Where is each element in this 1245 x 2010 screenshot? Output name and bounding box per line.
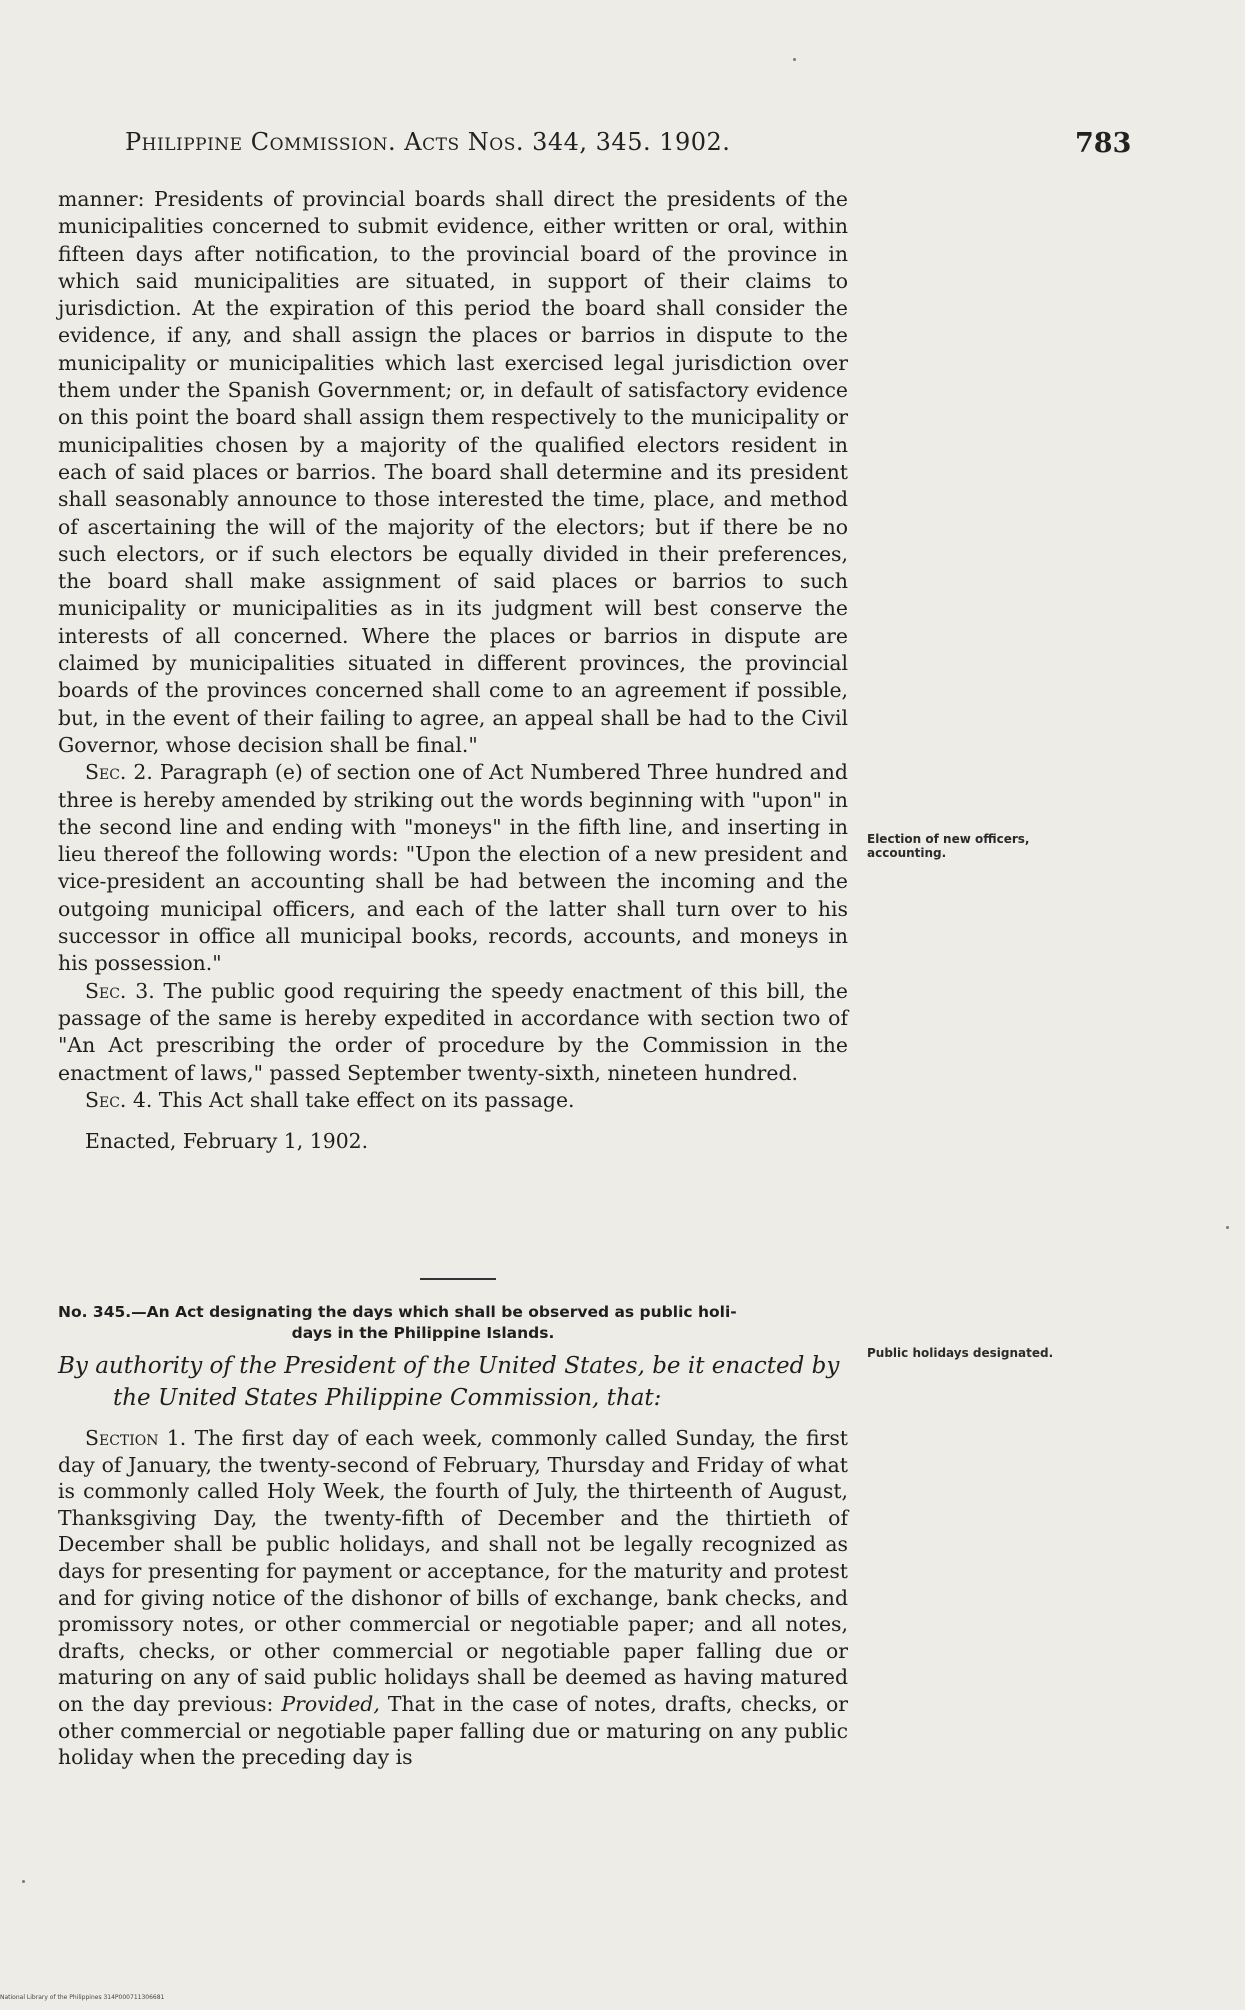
act-heading-line-1: No. 345.—An Act designating the days which shall be observed as public holi- [58,1303,737,1321]
scan-speck [793,58,796,61]
scan-speck [1226,1226,1229,1229]
section-3-label: Sec. 3. [85,978,155,1003]
page-number: 783 [1075,128,1132,159]
library-stamp: National Library of the Philippines 314P000711306681 [0,1994,165,2001]
section-1-text-a: The first day of each week, commonly called Sunday, the first day of January, the twenty-second of February, Thursday and Friday of what is commonly called Holy Week, the fourth of July, the thirteenth of August, Thanksgiving Day, the twenty-fifth of December and the thirtieth of December shall be public holidays, and shall not be legally recognized as days for presenting for payment or acceptance, for the maturity and protest and for giving notice of the dishonor of bills of exchange, bank checks, and promissory notes, or other commercial or negotiable paper; and all notes, drafts, checks, or other commercial or negotiable paper falling due or maturing on any of said public holidays shall be deemed as having matured on the day previous: [58,1426,848,1716]
scan-speck [22,1880,25,1883]
running-head: Philippine Commission. Acts Nos. 344, 345. 1902. [125,128,731,156]
section-2-paragraph [58,759,848,977]
enacting-line-1: By authority of the President of the United States, be it enacted by [58,1353,840,1379]
section-4-label: Sec. 4. [85,1087,153,1112]
enacted-date: Enacted, February 1, 1902. [85,1129,369,1154]
act-345-section-1 [58,1425,848,1771]
section-4-paragraph [58,1087,848,1114]
margin-note-holidays: Public holidays designated. [867,1346,1054,1360]
act-345-heading [58,1302,848,1344]
enacting-line-2: the United States Philippine Commission, that: [113,1385,662,1411]
enacting-clause [58,1350,848,1414]
section-4-text: This Act shall take effect on its passage. [152,1087,575,1112]
section-1-label: Section 1. [85,1426,187,1450]
section-1-text-b: That in the case of notes, drafts, checks, or other commercial or negotiable paper falling due or maturing on any public holiday when the preceding day is [58,1691,848,1770]
section-divider [420,1278,496,1280]
margin-note-election: Election of new officers, accounting. [867,832,1030,860]
spacer [58,1114,848,1128]
section-3-paragraph [58,978,848,1087]
section-2-label: Sec. 2. [85,760,153,785]
paragraph-continuation: manner: Presidents of provincial boards shall direct the presidents of the municipalities concerned to submit evidence, either written or oral, within fifteen days after notification, to the provincial board of the province in which said municipalities are situated, in support of their claims to jurisdiction. At the expiration of this period the board shall consider the evidence, if any, and shall assign the places or barrios in dispute to the municipality or municipalities which last exercised legal jurisdiction over them under the Spanish Government; or, in default of satisfactory evidence on this point the board shall assign them respectively to the municipality or municipalities chosen by a majority of the qualified electors resident in each of said places or barrios. The board shall determine and its president shall seasonably announce to those interested the time, place, and method of ascertaining the will of the majority of the electors; but if there be no such electors, or if such electors be equally divided in their preferences, the board shall make assignment of said places or barrios to such municipality or municipalities as in its judgment will best conserve the interests of all concerned. Where the places or barrios in dispute are claimed by municipalities situated in different provinces, the provincial boards of the provinces concerned shall come to an agreement if possible, but, in the event of their failing to agree, an appeal shall be had to the Civil Governor, whose decision shall be final." [58,187,848,757]
proviso-term: Provided, [281,1691,380,1716]
section-1-paragraph [58,1425,848,1771]
body-text [58,186,848,1155]
act-heading-line-2: days in the Philippine Islands. [291,1324,555,1342]
section-3-text: The public good requiring the speedy enactment of this bill, the passage of the same is hereby expedited in accordance with section two of "An Act prescribing the order of procedure by the Commission in the enactment of laws," passed September twenty-sixth, nineteen hundred. [58,978,848,1085]
section-2-text: Paragraph (e) of section one of Act Numbered Three hundred and three is hereby amended by striking out the words beginning with "upon" in the second line and ending with "moneys" in the fifth line, and inserting in lieu thereof the following words: "Upon the election of a new president and vice-president an accounting shall be had between the incoming and the outgoing municipal officers, and each of the latter shall turn over to his successor in office all municipal books, records, accounts, and moneys in his possession." [58,760,848,976]
